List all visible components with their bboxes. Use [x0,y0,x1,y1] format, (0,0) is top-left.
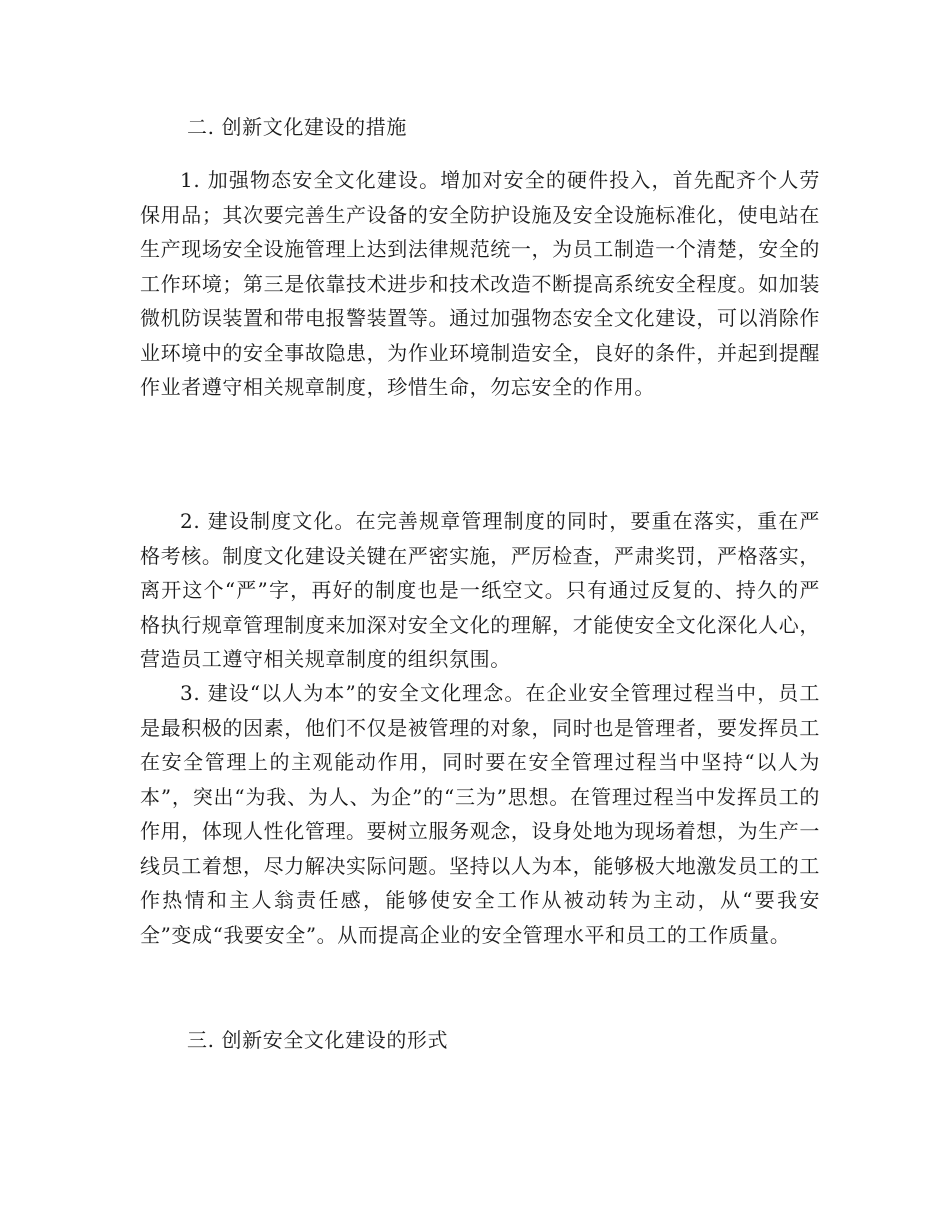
paragraph-block-2 [140,504,820,677]
paragraph-people-oriented-culture: 3. 建设“以人为本”的安全文化理念。在企业安全管理过程当中，员工是最积极的因素，他们不仅是被管理的对象，同时也是管理者，要发挥员工在安全管理上的主观能动作用，同时要在安全管理过程当中坚持“以人为本”，突出“为我、为人、为企”的“三为”思想。在管理过程当中发挥员工的作用，体现人性化管理。要树立服务观念，设身处地为现场着想，为生产一线员工着想，尽力解决实际问题。坚持以人为本，能够极大地激发员工的工作热情和主人翁责任感，能够使安全工作从被动转为主动，从“要我安全”变成“我要安全”。从而提高企业的安全管理水平和员工的工作质量。 [140,681,820,947]
section-heading-measures: 二. 创新文化建设的措施 [187,115,407,139]
paragraph-institutional-culture: 2. 建设制度文化。在完善规章管理制度的同时，要重在落实，重在严格考核。制度文化建设关键在严密实施，严厉检查，严肃奖罚，严格落实，离开这个“严”字，再好的制度也是一纸空文。只有通过反复的、持久的严格执行规章管理制度来加深对安全文化的理解，才能使安全文化深化人心，营造员工遵守相关规章制度的组织氛围。 [140,509,820,671]
paragraph-block-3 [140,676,820,952]
paragraph-block-1 [140,163,820,405]
section-heading-forms: 三. 创新安全文化建设的形式 [187,1028,449,1052]
paragraph-material-safety-culture: 1. 加强物态安全文化建设。增加对安全的硬件投入，首先配齐个人劳保用品；其次要完善生产设备的安全防护设施及安全设施标准化，使电站在生产现场安全设施管理上达到法律规范统一，为员工制造一个清楚，安全的工作环境；第三是依靠技术进步和技术改造不断提高系统安全程度。如加装微机防误装置和带电报警装置等。通过加强物态安全文化建设，可以消除作业环境中的安全事故隐患，为作业环境制造安全，良好的条件，并起到提醒作业者遵守相关规章制度，珍惜生命，勿忘安全的作用。 [140,168,820,399]
